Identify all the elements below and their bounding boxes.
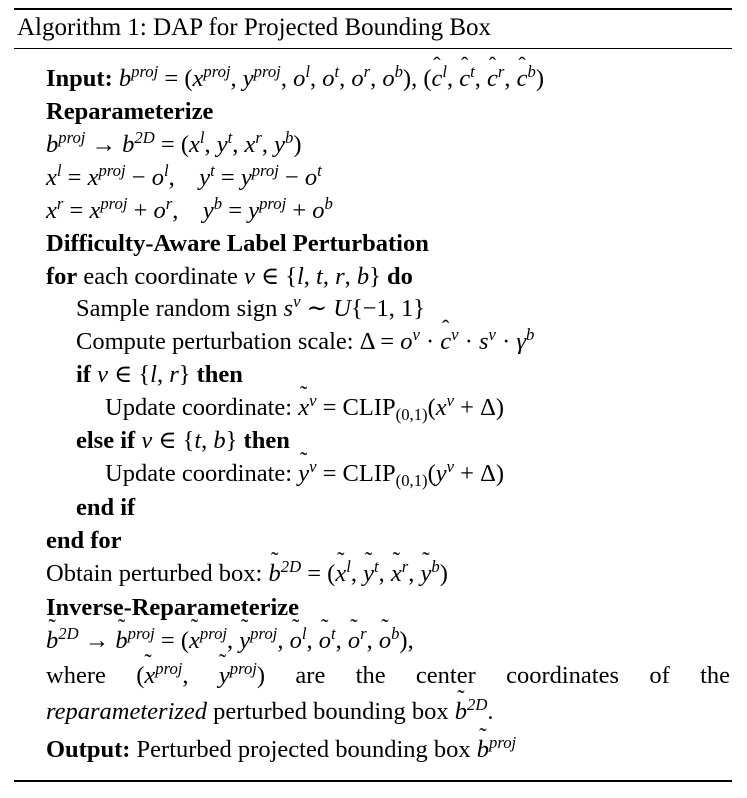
for-line	[46, 262, 413, 292]
dalp-keyword: Difficulty-Aware Label Perturbation	[46, 230, 429, 257]
center-coords-formula: (˜ $x^{proj}$, ˜ $y^{proj}$)	[136, 662, 265, 689]
else-if-keyword: else if	[76, 427, 136, 454]
update-x-text: Update coordinate:	[105, 394, 293, 421]
output-formula: ˜ $b^{proj}$	[477, 736, 516, 763]
each-coordinate-text: each coordinate	[83, 263, 238, 290]
for-keyword: for	[46, 263, 78, 290]
input-keyword: Input:	[46, 65, 113, 92]
compute-scale-formula: $\Delta = o^v$ · ˆ $c^v \cdot s^v \cdot \gamma^b$	[360, 328, 535, 355]
reparam-right-bottom-formula: $x^r = x^{proj} + o^r$, $y^b = y^{proj} + o^b$	[46, 193, 333, 224]
end-if-keyword: end if	[76, 494, 136, 521]
algorithm-title: Algorithm 1: DAP for Projected Bounding Box	[17, 14, 492, 41]
reparameterized-text: reparameterized	[46, 698, 208, 725]
end-for-keyword: end for	[46, 527, 122, 554]
end-for-line	[46, 526, 122, 556]
input-line	[46, 61, 544, 94]
sample-sign-line	[76, 291, 426, 324]
if-condition-formula: v ∈ {l, r}	[97, 361, 191, 388]
update-y-text: Update coordinate:	[105, 460, 293, 487]
obtain-box-formula: ˜ $b^{2D}$ = (˜ $x^l$, ˜ $y^t$, ˜ $x^r$, ˜ $y^b$)	[269, 560, 448, 587]
output-keyword: Output:	[46, 736, 131, 763]
reparam-right-bottom-line	[46, 193, 333, 226]
reparam-left-top-line	[46, 160, 322, 193]
output-desc-text: Perturbed projected bounding box	[136, 736, 471, 763]
reparam-left-top-formula: $x^l = x^{proj} - o^l$, $y^t = y^{proj} - o^t$	[46, 160, 322, 191]
inverse-mapping-formula: ˜ $b^{2D}$ → ˜ $b^{proj}$ = (˜ $x^{proj}$, ˜ $y^{proj}$, ˜ $o^l$, ˜ $o^t$, ˜ $o^r$, ˜ $o^b$),	[46, 627, 414, 654]
where-text: where	[46, 662, 106, 689]
obtain-box-line	[46, 556, 448, 589]
end-if-line	[76, 493, 135, 523]
top-rule	[14, 8, 732, 10]
if-keyword: if	[76, 361, 91, 388]
sample-sign-text: Sample random sign	[76, 295, 278, 322]
else-if-condition-formula: v ∈ {t, b}	[141, 427, 238, 454]
else-if-line	[76, 426, 290, 456]
output-line	[46, 732, 517, 765]
inverse-mapping-line	[46, 623, 414, 656]
sample-sign-formula: $s^v$ ∼ U{−1, 1}	[283, 291, 426, 322]
compute-scale-text: Compute perturbation scale:	[76, 328, 354, 355]
title-rule	[14, 48, 732, 49]
then-keyword-1: then	[196, 361, 243, 388]
inverse-keyword: Inverse-Reparameterize	[46, 594, 300, 621]
update-x-line	[105, 390, 505, 424]
reparam-mapping-line	[46, 127, 302, 160]
if-line	[76, 360, 243, 390]
then-keyword-2: then	[243, 427, 290, 454]
update-y-line	[105, 456, 505, 490]
reparam-mapping-formula: $b^{proj} \to b^{2D} = (x^l$, $y^t$, $x^r$, $y^b$)	[46, 127, 302, 158]
for-set-formula: v ∈ {l, t, r, b}	[243, 263, 381, 290]
compute-scale-line	[76, 324, 535, 357]
reparameterize-keyword: Reparameterize	[46, 98, 214, 125]
reparameterized-line	[46, 694, 494, 727]
perturbed-bbox-text: perturbed bounding box	[213, 698, 449, 725]
reparameterize-heading	[46, 97, 213, 127]
center-coords-text: are the center coordinates of the	[295, 662, 731, 689]
do-keyword: do	[387, 263, 413, 290]
obtain-box-text: Obtain perturbed box:	[46, 560, 263, 587]
where-line	[46, 658, 731, 691]
update-y-formula: ˜ $y^v$ = $CLIP_{(0,1)}(y^v + \Delta)$	[298, 460, 504, 487]
bottom-rule	[14, 780, 732, 782]
input-formula: $b^{proj} = (x^{proj}$, $y^{proj}$, $o^l$, $o^t$, $o^r$, $o^b$), (ˆ $c^l$, ˆ $c^t$, ˆ $c^r$, ˆ $c^b$)	[119, 65, 544, 92]
dalp-heading	[46, 229, 429, 259]
update-x-formula: ˜ $x^v$ = $CLIP_{(0,1)}(x^v + \Delta)$	[298, 394, 504, 421]
perturbed-bbox-formula: ˜ $b^{2D}$.	[455, 698, 494, 725]
inverse-heading	[46, 593, 299, 623]
